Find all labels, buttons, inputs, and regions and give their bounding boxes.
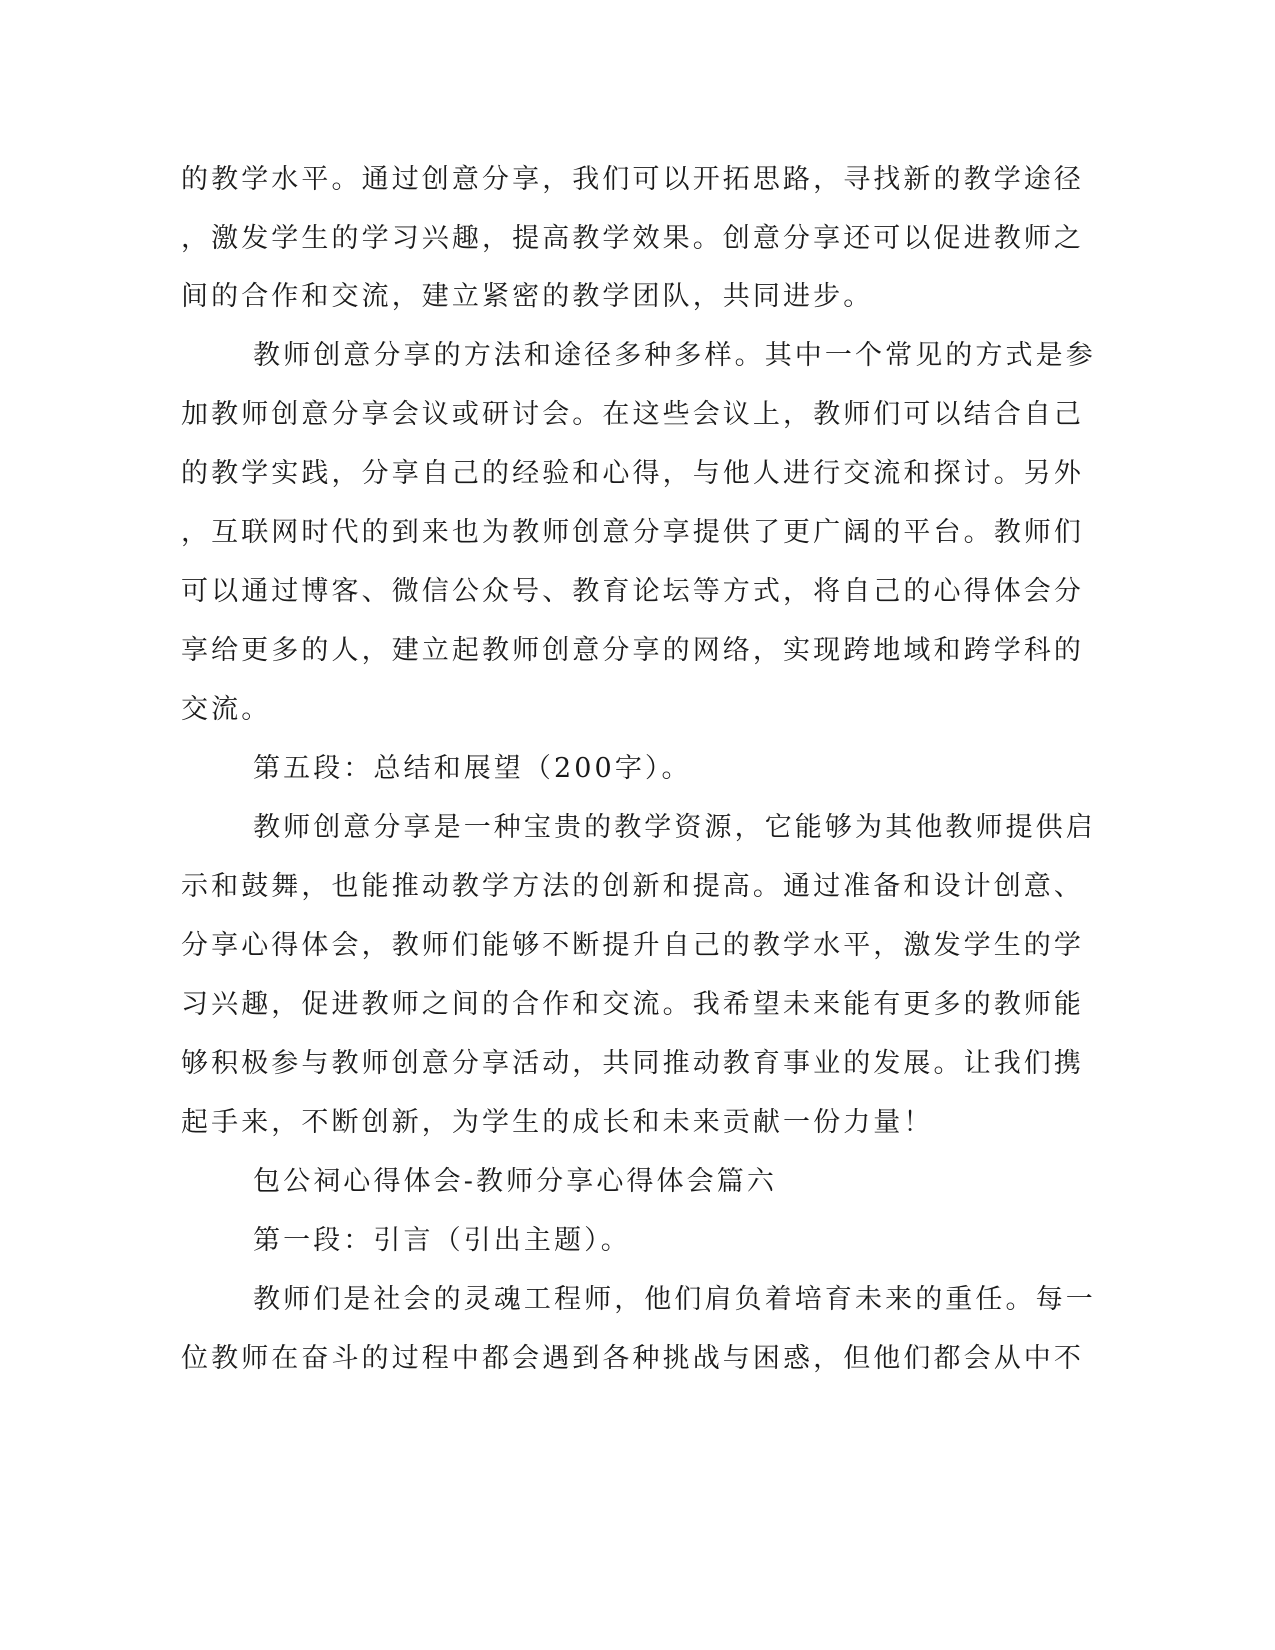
section-heading: 第一段：引言（引出主题）。: [253, 1225, 631, 1256]
text-line: 位教师在奋斗的过程中都会遇到各种挑战与困惑，但他们都会从中不: [181, 1343, 1084, 1374]
paragraph-first-line: 教师们是社会的灵魂工程师，他们肩负着培育未来的重任。每一: [253, 1284, 1096, 1315]
text-line: 示和鼓舞，也能推动教学方法的创新和提高。通过准备和设计创意、: [181, 871, 1084, 902]
section-heading: 第五段：总结和展望（200字）。: [253, 753, 692, 784]
text-line: 够积极参与教师创意分享活动，共同推动教育事业的发展。让我们携: [181, 1048, 1084, 1079]
text-line: 享给更多的人，建立起教师创意分享的网络，实现跨地域和跨学科的: [181, 635, 1084, 666]
text-line: ，激发学生的学习兴趣，提高教学效果。创意分享还可以促进教师之: [181, 223, 1084, 254]
text-line: 交流。: [181, 694, 272, 725]
text-line: 加教师创意分享会议或研讨会。在这些会议上，教师们可以结合自己: [181, 399, 1084, 430]
paragraph-first-line: 教师创意分享的方法和途径多种多样。其中一个常见的方式是参: [253, 340, 1096, 371]
text-line: 起手来，不断创新，为学生的成长和未来贡献一份力量！: [181, 1107, 934, 1138]
text-line: 的教学水平。通过创意分享，我们可以开拓思路，寻找新的教学途径: [181, 164, 1084, 195]
text-line: ，互联网时代的到来也为教师创意分享提供了更广阔的平台。教师们: [181, 517, 1084, 548]
paragraph-first-line: 教师创意分享是一种宝贵的教学资源，它能够为其他教师提供启: [253, 812, 1096, 843]
text-line: 间的合作和交流，建立紧密的教学团队，共同进步。: [181, 281, 874, 312]
text-line: 的教学实践，分享自己的经验和心得，与他人进行交流和探讨。另外: [181, 458, 1084, 489]
text-line: 可以通过博客、微信公众号、教育论坛等方式，将自己的心得体会分: [181, 576, 1084, 607]
text-line: 分享心得体会，教师们能够不断提升自己的教学水平，激发学生的学: [181, 930, 1084, 961]
text-line: 习兴趣，促进教师之间的合作和交流。我希望未来能有更多的教师能: [181, 989, 1084, 1020]
article-title: 包公祠心得体会-教师分享心得体会篇六: [253, 1166, 777, 1197]
